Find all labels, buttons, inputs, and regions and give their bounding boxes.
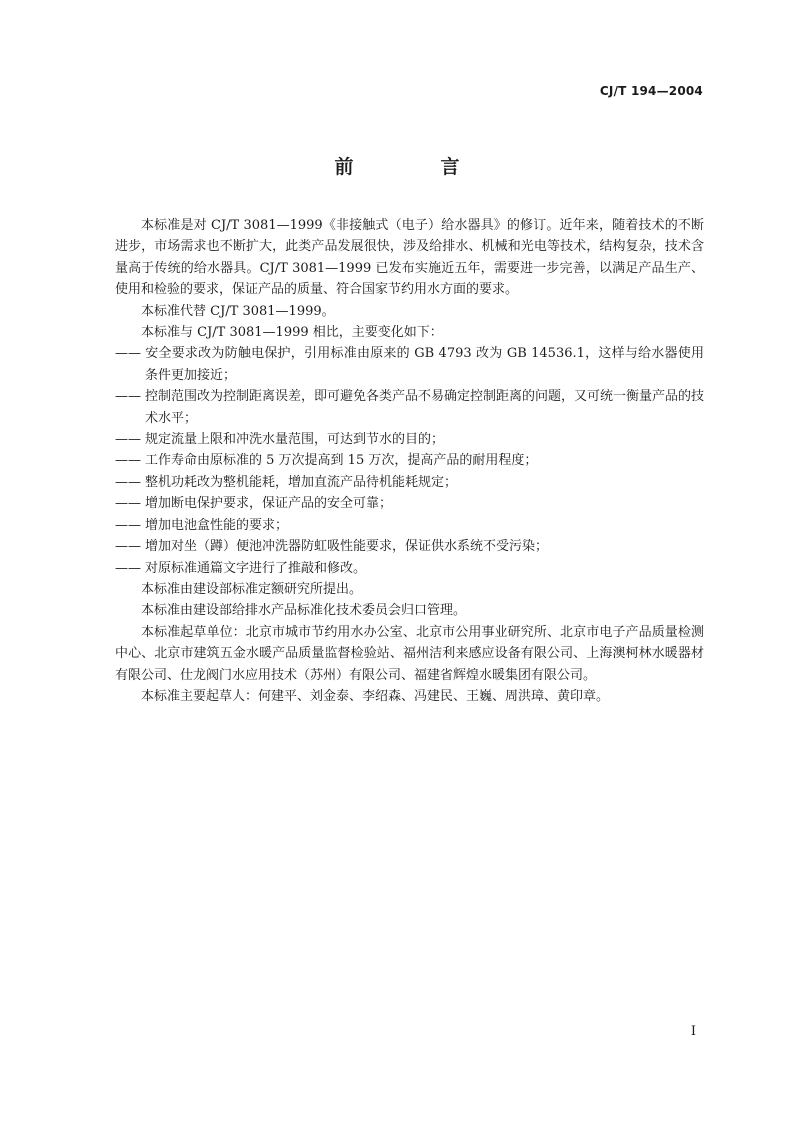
change-item	[115, 429, 704, 450]
change-item-text: 整机功耗改为整机能耗，增加直流产品待机能耗规定；	[145, 474, 458, 490]
change-item-text: 控制范围改为控制距离误差，即可避免各类产品不易确定控制距离的问题，又可统一衡量产品的技术水平；	[145, 389, 705, 426]
standard-code: CJ/T 194—2004	[599, 84, 703, 98]
change-item	[115, 343, 704, 386]
change-item-text: 对原标准通篇文字进行了推敲和修改。	[145, 560, 367, 576]
intro-paragraph: 本标准是对 CJ/T 3081—1999《非接触式（电子）给水器具》的修订。近年来，随着技术的不断进步，市场需求也不断扩大，此类产品发展很快，涉及给排水、机械和光电等技术，结构复杂，技术含量高于传统的给水器具。CJ/T 3081—1999 已发布实施近五年，需要进一步完善，以满足产品生产、使用和检验的要求，保证产品的质量、符合国家节约用水方面的要求。	[115, 218, 704, 298]
dash-marker: ——	[115, 346, 141, 362]
dash-marker: ——	[115, 496, 141, 512]
change-item-text: 工作寿命由原标准的 5 万次提高到 15 万次，提高产品的耐用程度；	[145, 453, 538, 469]
change-item	[115, 536, 704, 557]
change-item	[115, 472, 704, 493]
page-number: I	[690, 1024, 696, 1039]
drafters-paragraph: 本标准主要起草人：何建平、刘金泰、李绍森、冯建民、王巍、周洪璋、黄印章。	[141, 688, 610, 704]
change-item	[115, 450, 704, 471]
change-item	[115, 386, 704, 429]
change-item-text: 增加电池盒性能的要求；	[145, 517, 289, 533]
changes-list	[115, 343, 704, 578]
change-item	[115, 493, 704, 514]
proposer-paragraph: 本标准由建设部标准定额研究所提出。	[141, 581, 363, 597]
change-item-text: 增加对坐（蹲）便池冲洗器防虹吸性能要求，保证供水系统不受污染；	[145, 539, 549, 555]
dash-marker: ——	[115, 474, 141, 490]
change-item-text: 增加断电保护要求，保证产品的安全可靠；	[145, 496, 393, 512]
dash-marker: ——	[115, 389, 141, 405]
management-paragraph: 本标准由建设部给排水产品标准化技术委员会归口管理。	[141, 603, 467, 619]
replacement-paragraph: 本标准代替 CJ/T 3081—1999。	[141, 303, 335, 319]
dash-marker: ——	[115, 453, 141, 469]
drafting-units-paragraph: 本标准起草单位：北京市城市节约用水办公室、北京市公用事业研究所、北京市电子产品质量检测中心、北京市建筑五金水暖产品质量监督检验站、福州洁利来感应设备有限公司、上海澳柯林水暖器材有限公司、仕龙阀门水应用技术（苏州）有限公司、福建省辉煌水暖集团有限公司。	[115, 624, 704, 683]
dash-marker: ——	[115, 517, 141, 533]
changes-lead-paragraph: 本标准与 CJ/T 3081—1999 相比，主要变化如下：	[141, 325, 443, 341]
foreword-body	[115, 215, 704, 707]
dash-marker: ——	[115, 539, 141, 555]
change-item-text: 规定流量上限和冲洗水量范围，可达到节水的目的；	[145, 432, 445, 448]
change-item	[115, 558, 704, 579]
change-item-text: 安全要求改为防触电保护，引用标准由原来的 GB 4793 改为 GB 14536.1，这样与给水器使用条件更加接近；	[145, 346, 704, 383]
page-title: 前 言	[334, 156, 494, 178]
change-item	[115, 515, 704, 536]
dash-marker: ——	[115, 560, 141, 576]
dash-marker: ——	[115, 432, 141, 448]
